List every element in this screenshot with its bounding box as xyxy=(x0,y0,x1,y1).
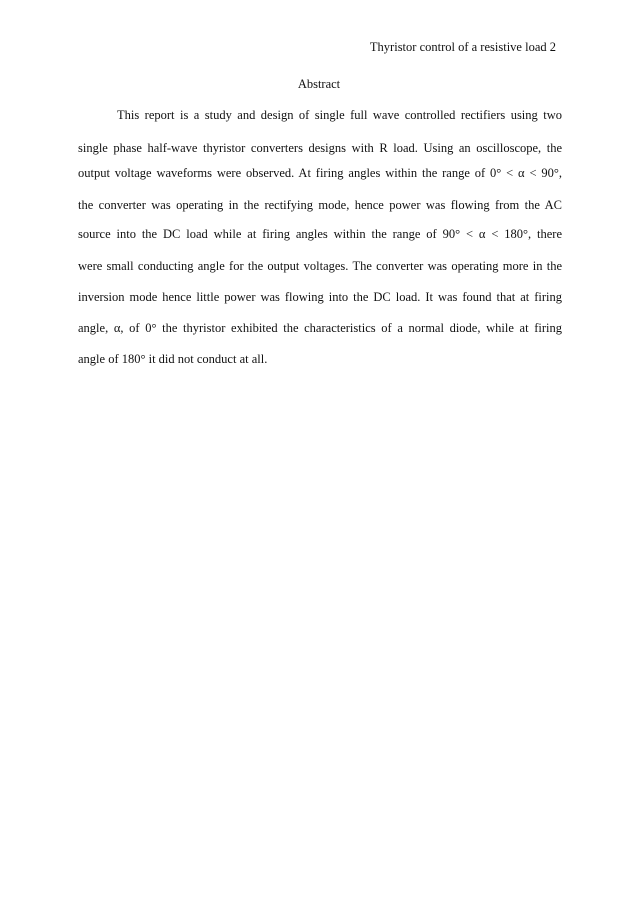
abstract-line-1: This report is a study and design of single full wave controlled rectifiers using two xyxy=(117,108,562,122)
abstract-line-7: inversion mode hence little power was flowing into the DC load. It was found that at firing xyxy=(78,290,562,304)
abstract-heading: Abstract xyxy=(297,77,341,91)
abstract-line-9: angle of 180° it did not conduct at all. xyxy=(78,352,268,366)
abstract-line-3: output voltage waveforms were observed. At firing angles within the range of 0° < α < 90°, xyxy=(78,166,562,180)
abstract-line-6: were small conducting angle for the output voltages. The converter was operating more in the xyxy=(78,259,562,273)
abstract-line-5: source into the DC load while at firing angles within the range of 90° < α < 180°, there xyxy=(78,227,562,241)
abstract-line-4: the converter was operating in the rectifying mode, hence power was flowing from the AC xyxy=(78,198,562,212)
abstract-line-2: single phase half-wave thyristor converters designs with R load. Using an oscilloscope, the xyxy=(78,141,562,155)
abstract-line-8: angle, α, of 0° the thyristor exhibited the characteristics of a normal diode, while at firing xyxy=(78,321,562,335)
running-head: Thyristor control of a resistive load 2 xyxy=(369,40,556,54)
